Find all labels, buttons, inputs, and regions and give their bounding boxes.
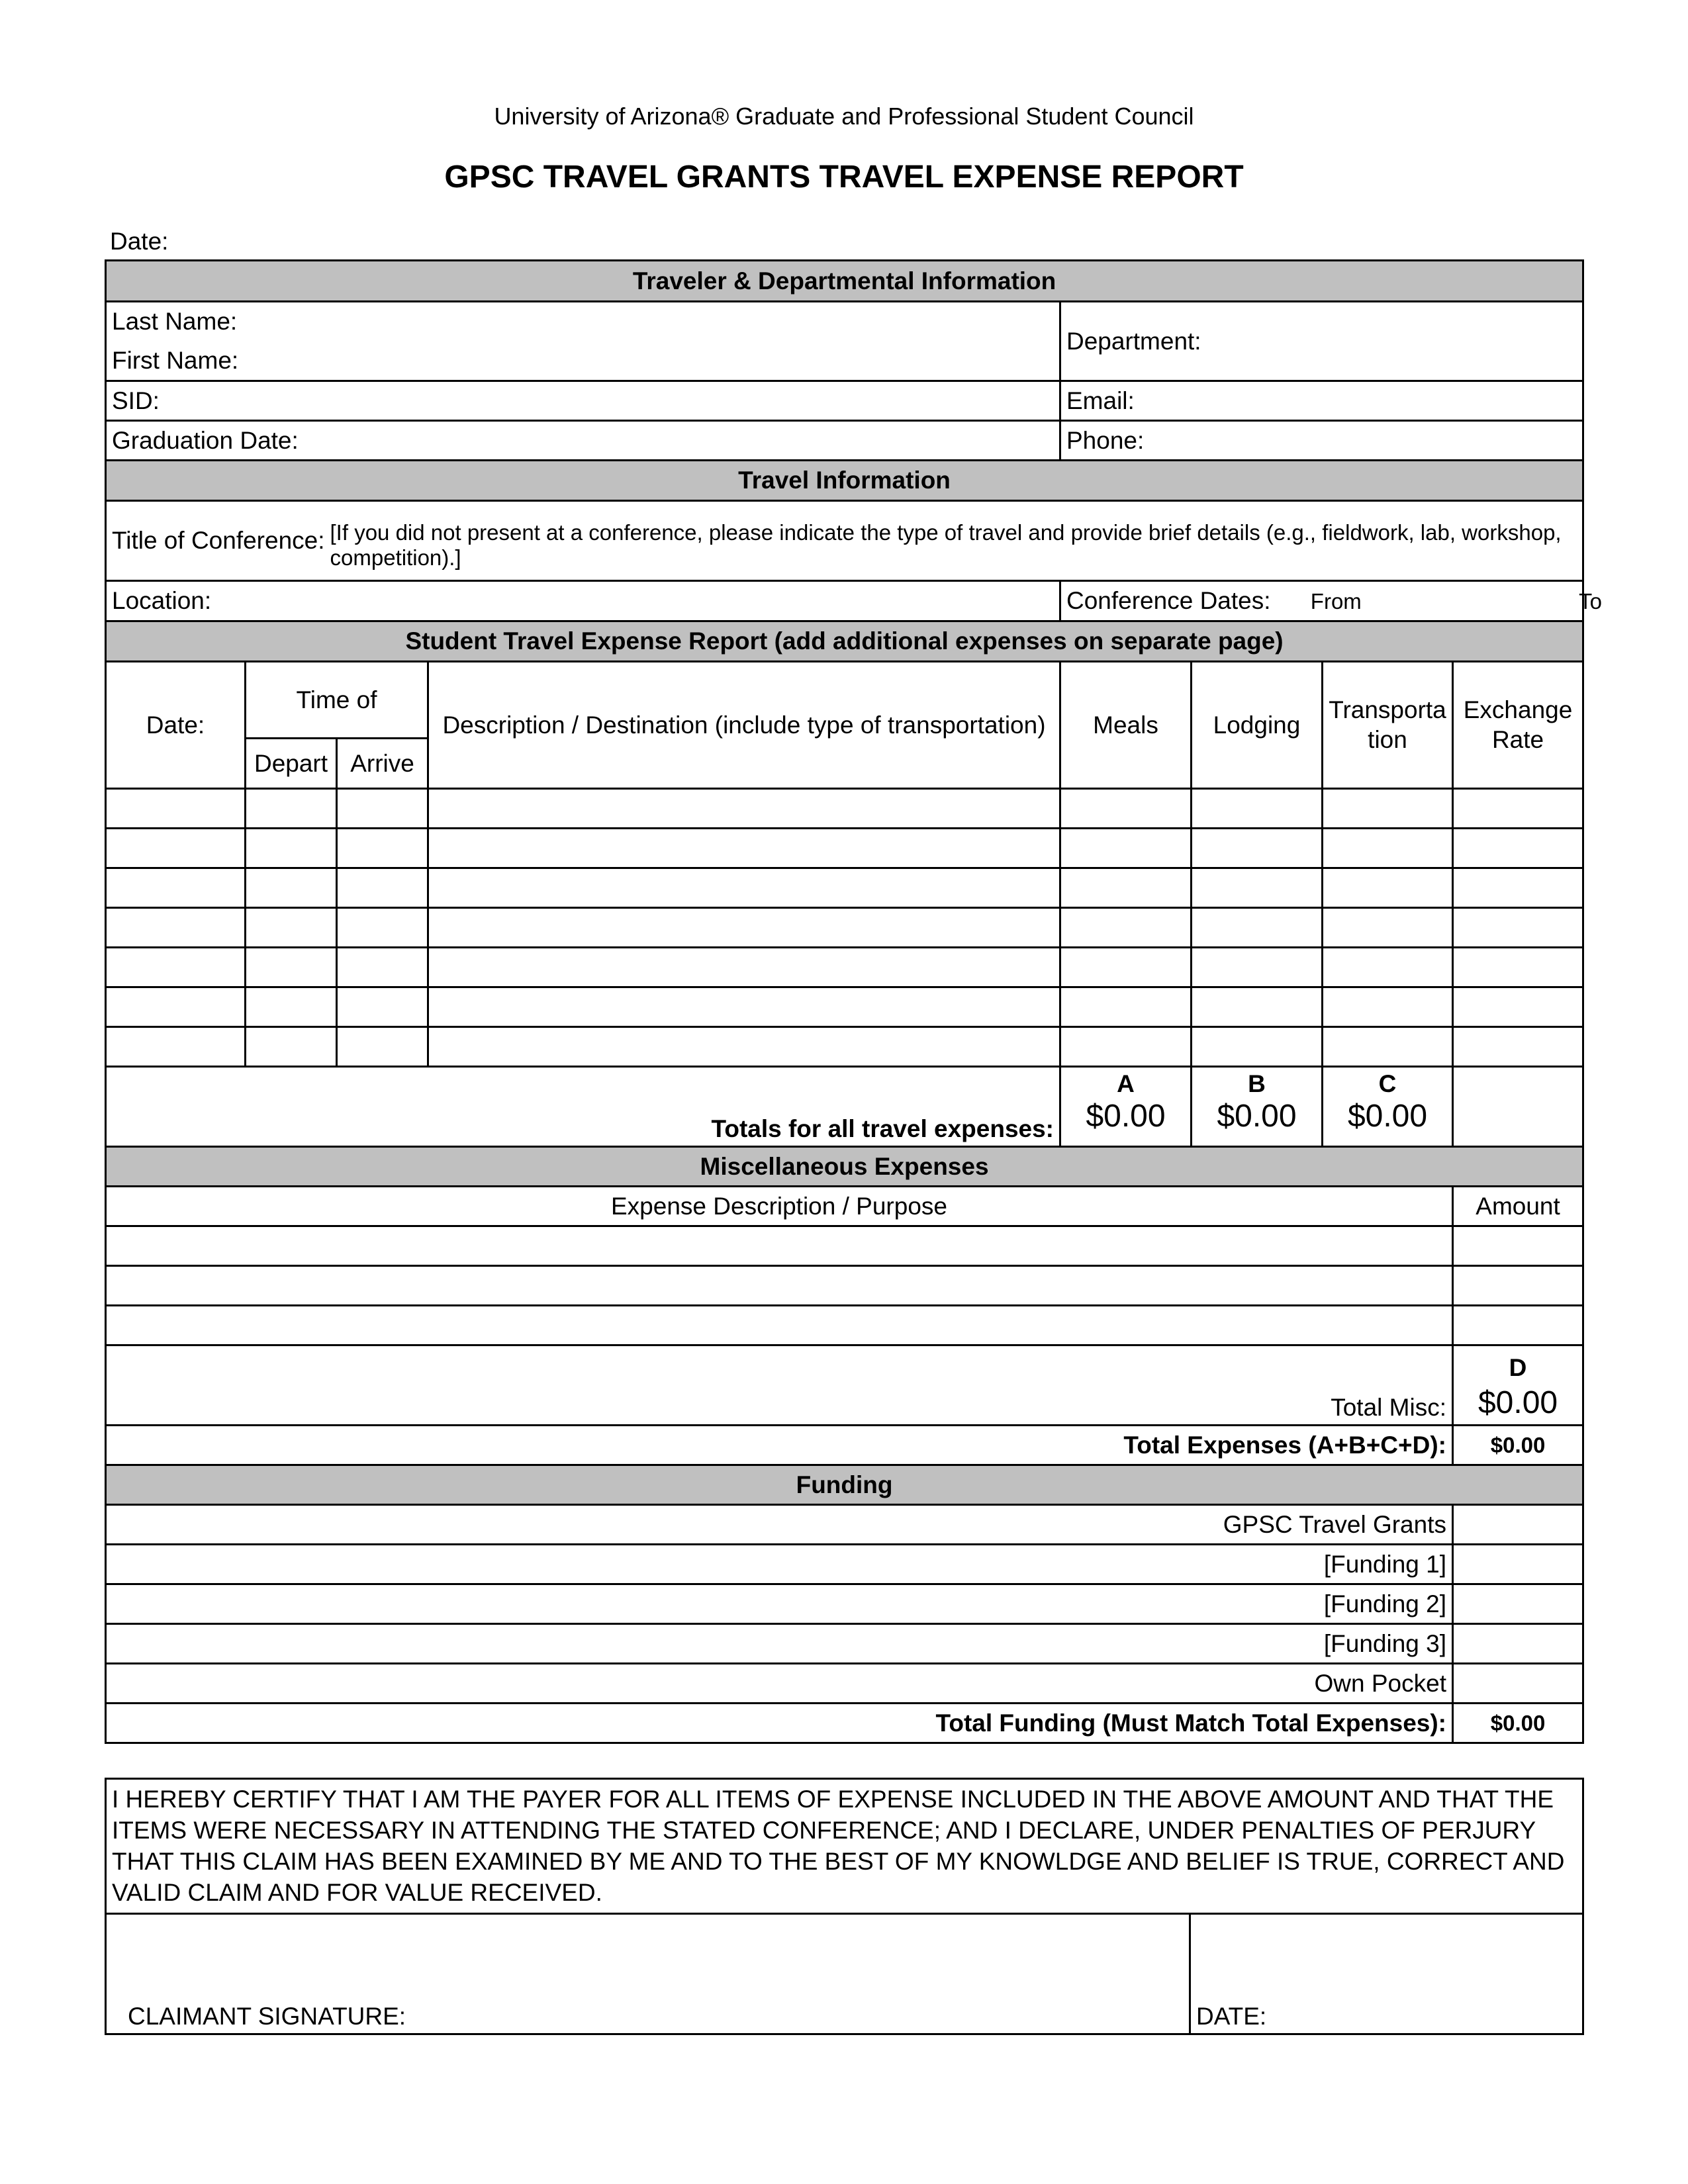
- funding-source-label: [Funding 3]: [106, 1624, 1453, 1664]
- expense-row: [106, 987, 1583, 1027]
- misc-amount-cell[interactable]: [1453, 1226, 1583, 1266]
- col-header-date: Date:: [106, 662, 246, 789]
- expense-meals-cell[interactable]: [1060, 1027, 1192, 1067]
- col-header-arrive: Arrive: [337, 739, 428, 789]
- expense-arrive-cell[interactable]: [337, 789, 428, 829]
- expense-depart-cell[interactable]: [246, 868, 337, 908]
- funding-row: [106, 1624, 1583, 1664]
- expense-lodging-cell[interactable]: [1192, 948, 1323, 987]
- to-label: To: [1579, 589, 1602, 614]
- misc-section-header: Miscellaneous Expenses: [106, 1147, 1583, 1187]
- expense-exchange-cell[interactable]: [1453, 868, 1583, 908]
- expense-description-cell[interactable]: [428, 908, 1060, 948]
- misc-row: [106, 1226, 1583, 1266]
- total-expenses-label: Total Expenses (A+B+C+D):: [106, 1426, 1453, 1465]
- expense-depart-cell[interactable]: [246, 908, 337, 948]
- expense-date-cell[interactable]: [106, 789, 246, 829]
- col-header-transportation: Transportation: [1323, 662, 1453, 789]
- expense-row: [106, 868, 1583, 908]
- expense-meals-cell[interactable]: [1060, 908, 1192, 948]
- location-field[interactable]: Location:: [106, 581, 1060, 621]
- expense-meals-cell[interactable]: [1060, 868, 1192, 908]
- expense-date-cell[interactable]: [106, 1027, 246, 1067]
- first-name-field[interactable]: First Name:: [106, 341, 1060, 381]
- expense-date-cell[interactable]: [106, 987, 246, 1027]
- expense-transport-cell[interactable]: [1323, 789, 1453, 829]
- total-c-letter: C: [1378, 1070, 1397, 1097]
- expense-lodging-cell[interactable]: [1192, 987, 1323, 1027]
- expense-description-cell[interactable]: [428, 829, 1060, 868]
- expense-depart-cell[interactable]: [246, 829, 337, 868]
- certification-statement: I HEREBY CERTIFY THAT I AM THE PAYER FOR ALL ITEMS OF EXPENSE INCLUDED IN THE ABOVE AMOUNT AND THAT THE ITEMS WERE NECESSARY IN ATTENDING THE STATED CONFERENCE; AND I DECLARE, UNDER PENALTIES OF PERJURY THAT THIS CLAIM HAS BEEN EXAMINED BY ME AND TO THE BEST OF MY KNOWLDGE AND BELIEF IS TRUE, CORRECT AND VALID CLAIM AND FOR VALUE RECEIVED.: [106, 1779, 1583, 1914]
- funding-source-label: [Funding 2]: [106, 1584, 1453, 1624]
- total-expenses-value: $0.00: [1453, 1426, 1583, 1465]
- traveler-section-header: Traveler & Departmental Information: [106, 261, 1583, 302]
- total-meals-cell: [1060, 1067, 1192, 1147]
- organization-name: University of Arizona® Graduate and Professional Student Council: [494, 103, 1194, 130]
- misc-amount-cell[interactable]: [1453, 1306, 1583, 1345]
- total-funding-value: $0.00: [1453, 1704, 1583, 1743]
- expense-transport-cell[interactable]: [1323, 1027, 1453, 1067]
- certification-block: [105, 1778, 1584, 2035]
- expense-depart-cell[interactable]: [246, 789, 337, 829]
- expense-row: [106, 829, 1583, 868]
- expense-description-cell[interactable]: [428, 987, 1060, 1027]
- conference-title-hint: [If you did not present at a conference, please indicate the type of travel and provide brief details (e.g., fieldwork, lab, workshop, competition).]: [330, 520, 1562, 570]
- travel-section-header: Travel Information: [106, 461, 1583, 501]
- expense-description-cell[interactable]: [428, 1027, 1060, 1067]
- expense-meals-cell[interactable]: [1060, 789, 1192, 829]
- expense-description-cell[interactable]: [428, 789, 1060, 829]
- total-exchange-cell: [1453, 1067, 1583, 1147]
- travel-totals-label: Totals for all travel expenses:: [106, 1067, 1060, 1147]
- expense-transport-cell[interactable]: [1323, 908, 1453, 948]
- expense-exchange-cell[interactable]: [1453, 1027, 1583, 1067]
- conference-dates-label: Conference Dates:: [1066, 587, 1271, 614]
- conference-dates-field[interactable]: [1060, 581, 1602, 621]
- total-meals-value: $0.00: [1086, 1099, 1166, 1134]
- expense-depart-cell[interactable]: [246, 987, 337, 1027]
- funding-row: [106, 1505, 1583, 1545]
- misc-description-cell[interactable]: [106, 1226, 1453, 1266]
- email-field[interactable]: Email:: [1060, 381, 1583, 421]
- expense-exchange-cell[interactable]: [1453, 829, 1583, 868]
- expense-arrive-cell[interactable]: [337, 948, 428, 987]
- expense-lodging-cell[interactable]: [1192, 1027, 1323, 1067]
- total-transport-cell: [1323, 1067, 1453, 1147]
- funding-row: [106, 1664, 1583, 1704]
- claimant-signature-field[interactable]: CLAIMANT SIGNATURE:: [106, 1914, 1190, 2034]
- misc-col-amount: Amount: [1453, 1187, 1583, 1226]
- signature-date-field[interactable]: DATE:: [1190, 1914, 1583, 2034]
- expense-exchange-cell[interactable]: [1453, 948, 1583, 987]
- expense-row: [106, 789, 1583, 829]
- funding-amount-cell[interactable]: [1453, 1584, 1583, 1624]
- funding-source-label: Own Pocket: [106, 1664, 1453, 1704]
- funding-amount-cell[interactable]: [1453, 1505, 1583, 1545]
- expense-lodging-cell[interactable]: [1192, 868, 1323, 908]
- expense-transport-cell[interactable]: [1323, 948, 1453, 987]
- last-name-field[interactable]: Last Name:: [106, 302, 1060, 341]
- total-lodging-cell: [1192, 1067, 1323, 1147]
- expense-transport-cell[interactable]: [1323, 987, 1453, 1027]
- expense-exchange-cell[interactable]: [1453, 987, 1583, 1027]
- expense-arrive-cell[interactable]: [337, 1027, 428, 1067]
- from-label: From: [1310, 589, 1362, 614]
- expense-meals-cell[interactable]: [1060, 948, 1192, 987]
- expense-row: [106, 1027, 1583, 1067]
- col-header-exchange-rate: Exchange Rate: [1453, 662, 1583, 789]
- total-misc-cell: [1453, 1345, 1583, 1426]
- expense-report-form: [105, 259, 1602, 1744]
- expense-exchange-cell[interactable]: [1453, 908, 1583, 948]
- funding-source-label: [Funding 1]: [106, 1545, 1453, 1584]
- misc-row: [106, 1266, 1583, 1306]
- misc-description-cell[interactable]: [106, 1306, 1453, 1345]
- department-field[interactable]: Department:: [1060, 302, 1583, 381]
- expense-arrive-cell[interactable]: [337, 868, 428, 908]
- expense-description-cell[interactable]: [428, 948, 1060, 987]
- expense-lodging-cell[interactable]: [1192, 789, 1323, 829]
- phone-field[interactable]: Phone:: [1060, 421, 1583, 461]
- expense-date-cell[interactable]: [106, 868, 246, 908]
- sid-field[interactable]: SID:: [106, 381, 1060, 421]
- funding-amount-cell[interactable]: [1453, 1545, 1583, 1584]
- funding-amount-cell[interactable]: [1453, 1624, 1583, 1664]
- funding-section-header: Funding: [106, 1465, 1583, 1505]
- expense-transport-cell[interactable]: [1323, 829, 1453, 868]
- expense-date-cell[interactable]: [106, 948, 246, 987]
- total-d-letter: D: [1509, 1354, 1527, 1381]
- total-lodging-value: $0.00: [1217, 1099, 1297, 1134]
- col-header-description: Description / Destination (include type of transportation): [428, 662, 1060, 789]
- expense-depart-cell[interactable]: [246, 948, 337, 987]
- total-misc-value: $0.00: [1477, 1385, 1558, 1420]
- expense-date-cell[interactable]: [106, 908, 246, 948]
- misc-description-cell[interactable]: [106, 1266, 1453, 1306]
- report-date-label: Date:: [110, 228, 169, 255]
- expense-transport-cell[interactable]: [1323, 868, 1453, 908]
- expense-row: [106, 948, 1583, 987]
- form-title: GPSC TRAVEL GRANTS TRAVEL EXPENSE REPORT: [444, 159, 1244, 195]
- misc-amount-cell[interactable]: [1453, 1266, 1583, 1306]
- expense-lodging-cell[interactable]: [1192, 829, 1323, 868]
- funding-source-label: GPSC Travel Grants: [106, 1505, 1453, 1545]
- expense-arrive-cell[interactable]: [337, 908, 428, 948]
- expense-exchange-cell[interactable]: [1453, 789, 1583, 829]
- total-b-letter: B: [1248, 1070, 1266, 1097]
- expense-lodging-cell[interactable]: [1192, 908, 1323, 948]
- graduation-date-field[interactable]: Graduation Date:: [106, 421, 1060, 461]
- total-a-letter: A: [1117, 1070, 1135, 1097]
- expense-date-cell[interactable]: [106, 829, 246, 868]
- col-header-lodging: Lodging: [1192, 662, 1323, 789]
- total-funding-label: Total Funding (Must Match Total Expenses):: [106, 1704, 1453, 1743]
- expense-description-cell[interactable]: [428, 868, 1060, 908]
- col-header-depart: Depart: [246, 739, 337, 789]
- expense-meals-cell[interactable]: [1060, 987, 1192, 1027]
- expense-depart-cell[interactable]: [246, 1027, 337, 1067]
- conference-title-field[interactable]: [106, 501, 1583, 581]
- conference-title-label: Title of Conference:: [112, 527, 325, 554]
- misc-row: [106, 1306, 1583, 1345]
- total-transport-value: $0.00: [1347, 1099, 1428, 1134]
- col-header-meals: Meals: [1060, 662, 1192, 789]
- funding-amount-cell[interactable]: [1453, 1664, 1583, 1704]
- expense-arrive-cell[interactable]: [337, 987, 428, 1027]
- misc-col-description: Expense Description / Purpose: [106, 1187, 1453, 1226]
- expense-meals-cell[interactable]: [1060, 829, 1192, 868]
- expense-arrive-cell[interactable]: [337, 829, 428, 868]
- expense-section-header: Student Travel Expense Report (add additional expenses on separate page): [106, 621, 1583, 662]
- col-header-time-of: Time of: [246, 662, 428, 739]
- expense-row: [106, 908, 1583, 948]
- funding-row: [106, 1545, 1583, 1584]
- total-misc-label: Total Misc:: [106, 1345, 1453, 1426]
- funding-row: [106, 1584, 1583, 1624]
